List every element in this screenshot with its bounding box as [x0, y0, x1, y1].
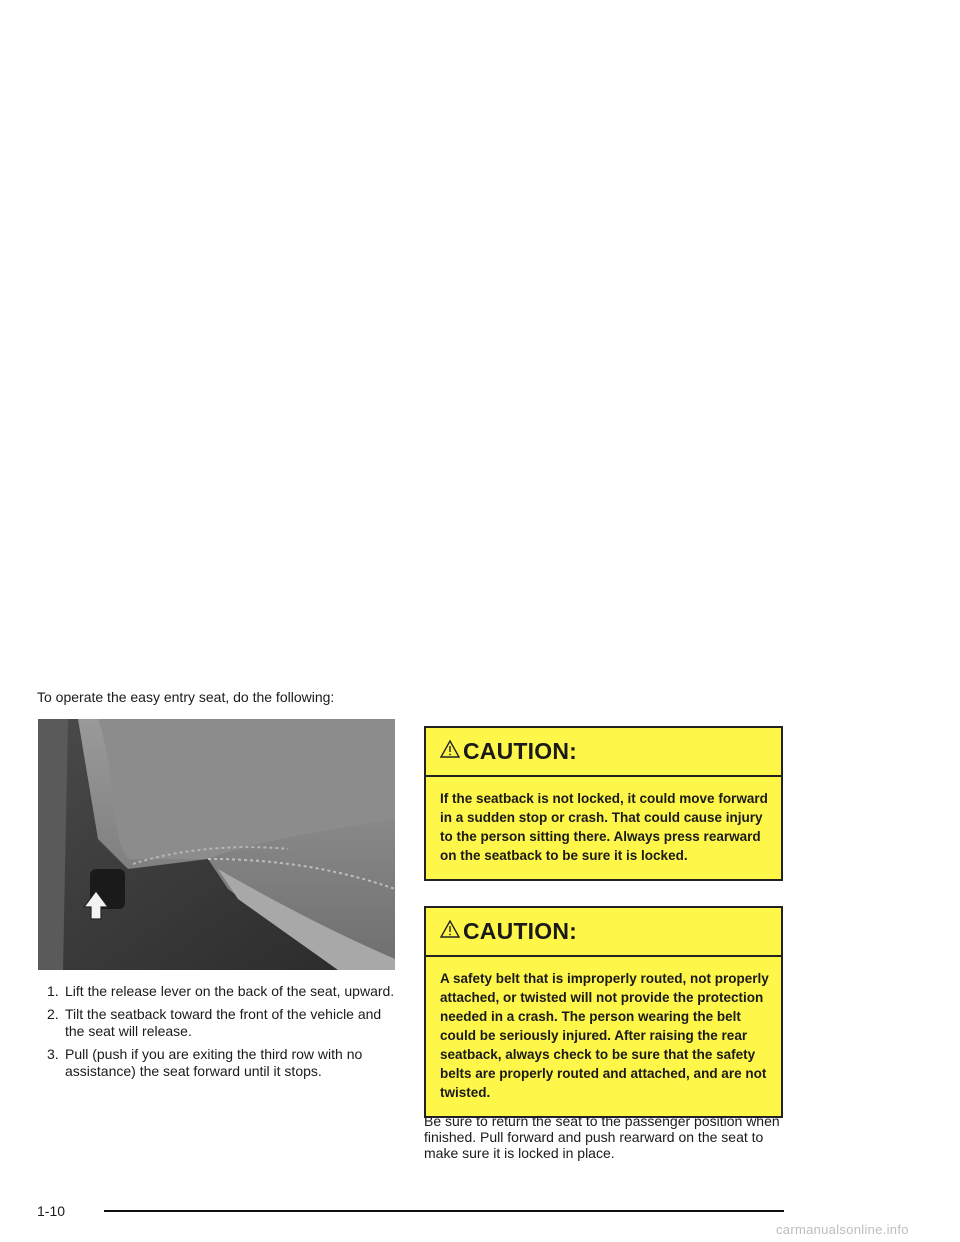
step-number: 1. [47, 983, 59, 999]
page-number: 1-10 [37, 1203, 66, 1219]
watermark: carmanualsonline.info [776, 1222, 909, 1237]
intro-text: To operate the easy entry seat, do the following: [37, 689, 335, 705]
warning-triangle-icon [440, 739, 460, 759]
footer-rule [104, 1210, 784, 1212]
step-text: Lift the release lever on the back of the seat, upward. [65, 983, 395, 999]
caution-text: A safety belt that is improperly routed, not properly attached, or twisted will not provide the protection needed in a crash. The person wearing the belt could be seriously injured. After raising the rear seatback, always check to be sure that the safety belts are properly routed and attached, and are not twisted. [426, 957, 781, 1116]
list-item [47, 1046, 397, 1080]
caution-title: CAUTION: [463, 918, 578, 944]
closing-paragraph: Be sure to return the seat to the passenger position when finished. Pull forward and push rearward on the seat to make sure it is locked in place. [424, 1113, 780, 1161]
caution-header [426, 728, 781, 777]
list-item [47, 1006, 397, 1040]
caution-box [424, 906, 783, 1118]
caution-title: CAUTION: [463, 738, 578, 764]
step-number: 3. [47, 1046, 59, 1062]
step-number: 2. [47, 1006, 59, 1022]
caution-text: If the seatback is not locked, it could move forward in a sudden stop or crash. That could cause injury to the person sitting there. Always press rearward on the seatback to be sure it is locked. [426, 777, 781, 879]
seat-release-lever-photo [38, 719, 395, 970]
caution-header [426, 908, 781, 957]
caution-box [424, 726, 783, 881]
step-list [47, 983, 397, 1086]
warning-triangle-icon [440, 919, 460, 939]
list-item [47, 983, 397, 1000]
step-text: Tilt the seatback toward the front of the vehicle and the seat will release. [65, 1006, 382, 1039]
step-text: Pull (push if you are exiting the third row with no assistance) the seat forward until it stops. [65, 1046, 363, 1079]
